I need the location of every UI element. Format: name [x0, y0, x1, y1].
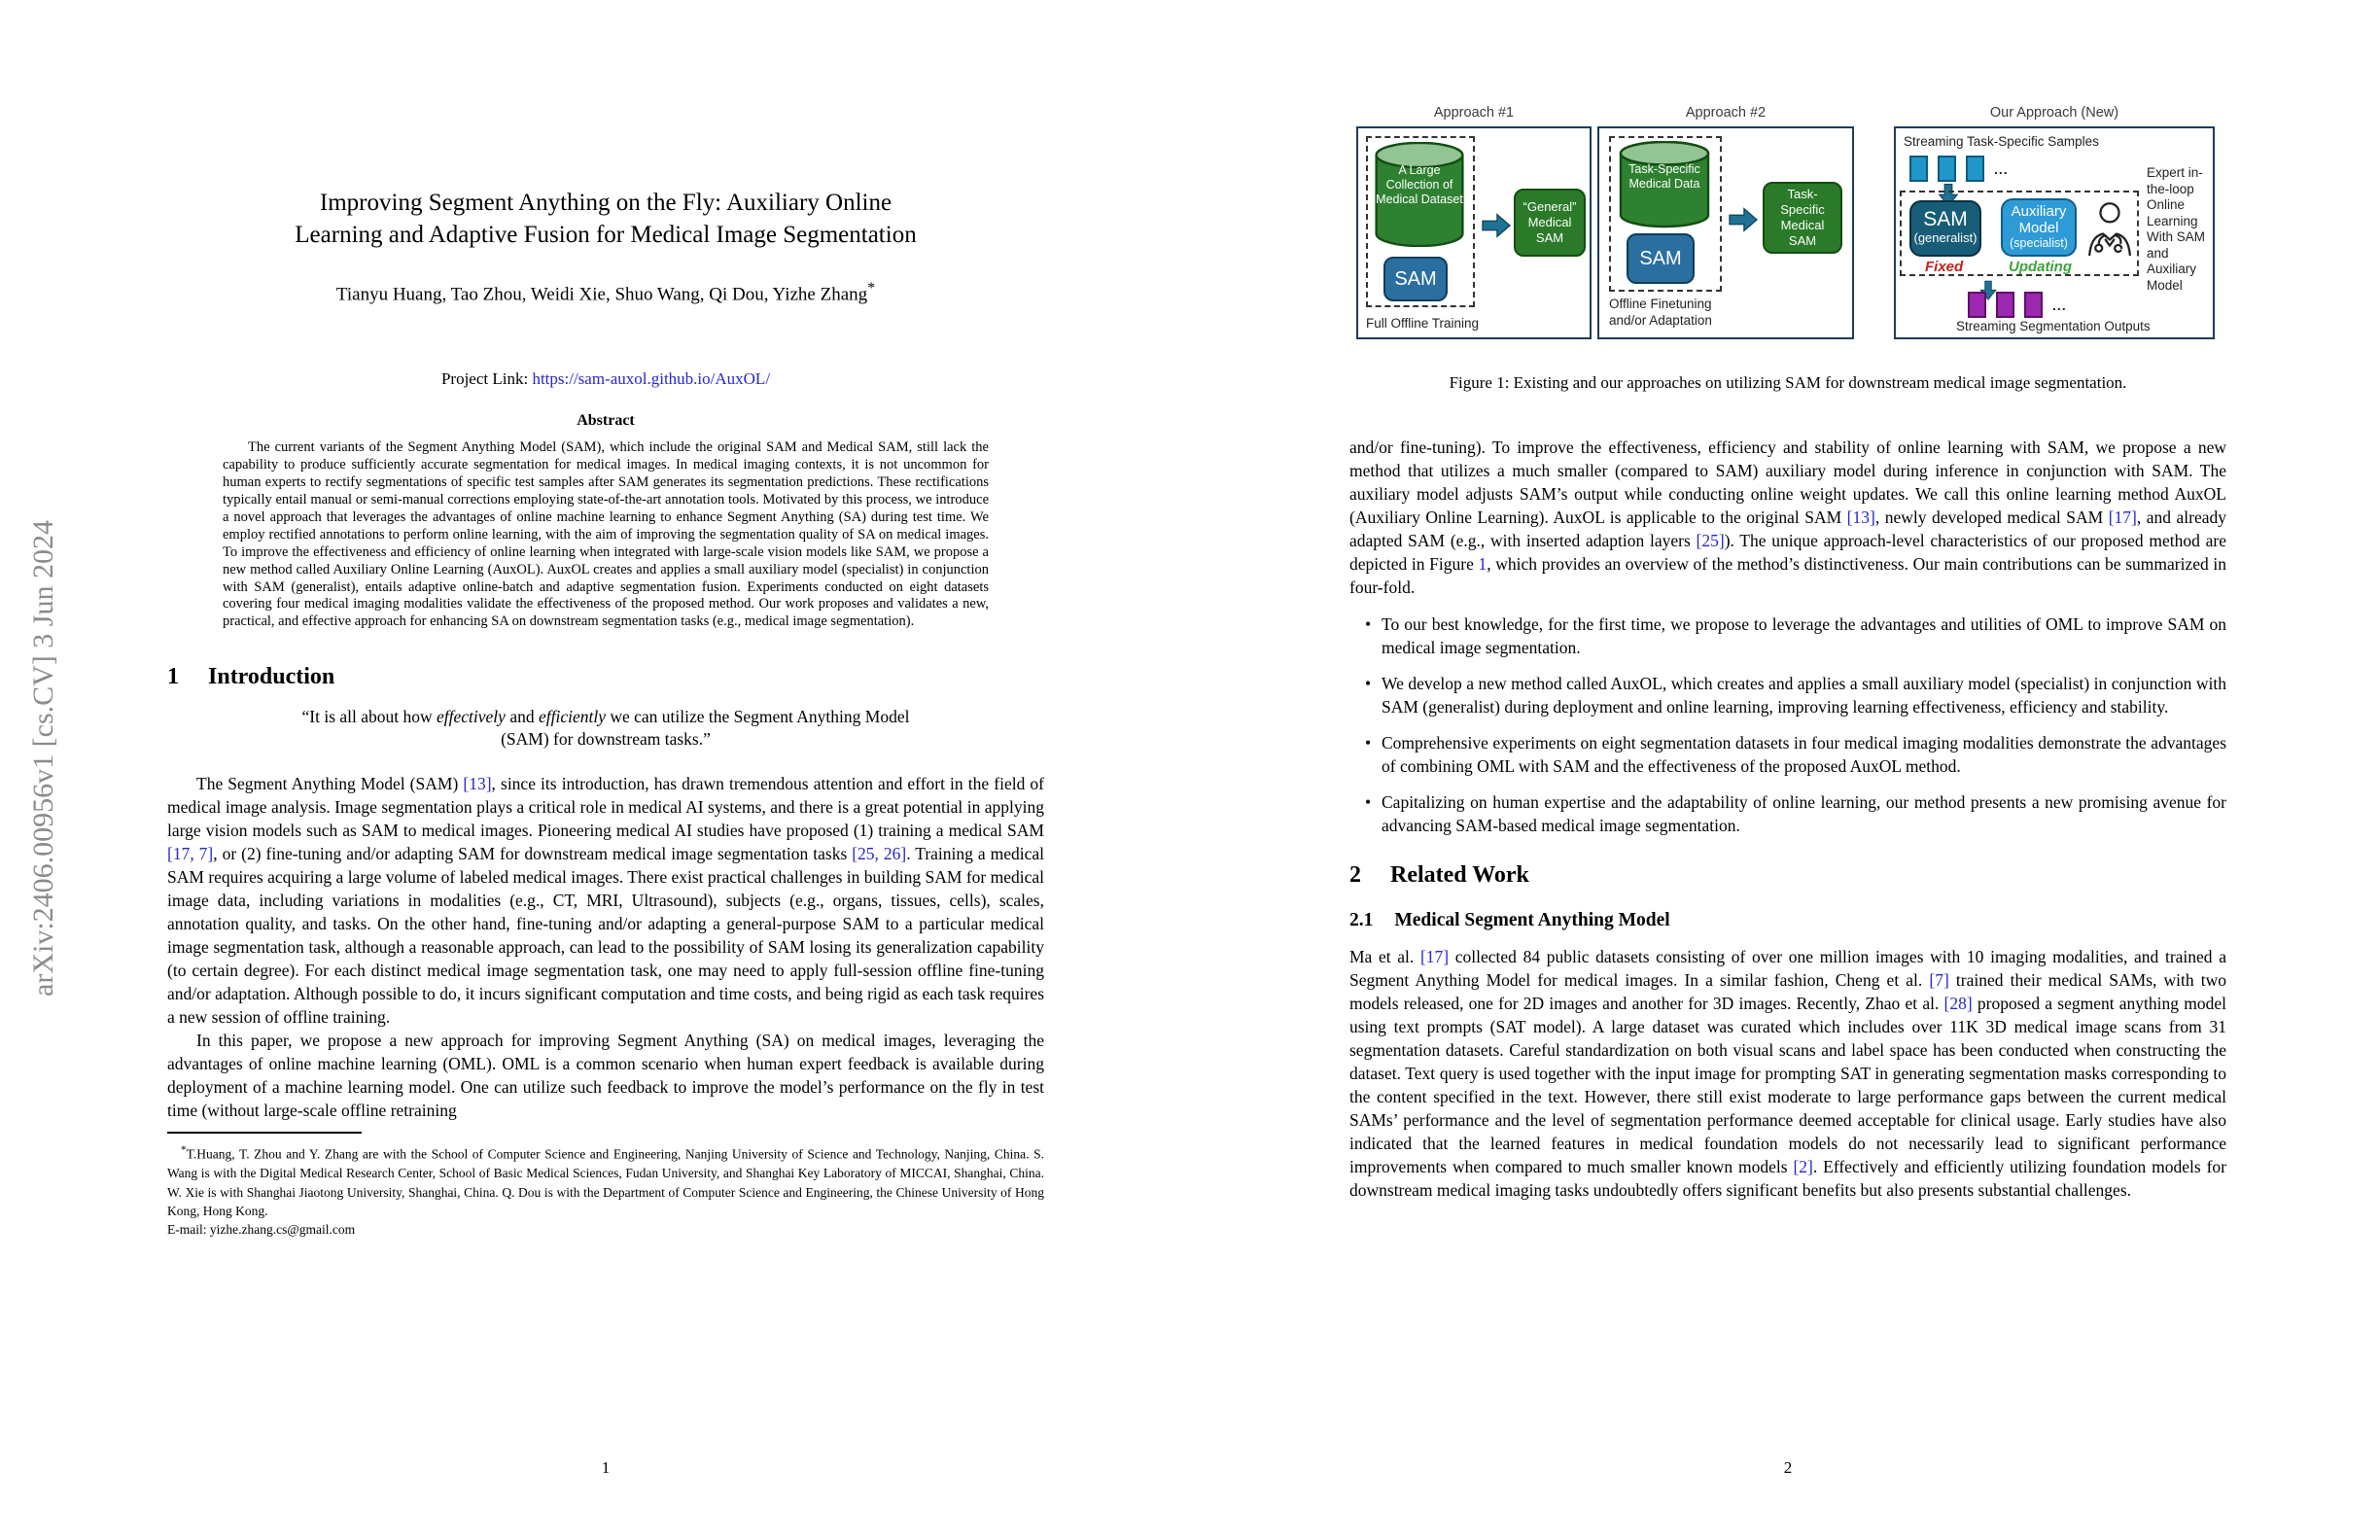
quote-text: “It is all about how: [301, 707, 438, 727]
project-link-label: Project Link:: [440, 369, 533, 389]
section-2-number: 2: [1349, 862, 1361, 888]
figure-panel-approach-2: [1597, 126, 1854, 339]
input-sample-chip: [1938, 156, 1956, 182]
page-2: [1349, 0, 2226, 1477]
citation-link[interactable]: [25, 26]: [852, 844, 907, 864]
task-data-cylinder-label: Task-Specific Medical Data: [1628, 161, 1700, 191]
contribution-item: • Comprehensive experiments on eight segmentation datasets in four medical imaging modalities demonstrate the advantages of combining OML with SAM and the effectiveness of the proposed AuxOL method.: [1349, 731, 2226, 778]
project-link-row: [167, 369, 1044, 389]
author-footnote-mark: *: [867, 280, 876, 297]
citation-link[interactable]: [13]: [463, 774, 492, 794]
streaming-output-chips: [1968, 292, 2067, 318]
section-1-title: Introduction: [208, 664, 335, 690]
citation-link[interactable]: [28]: [1943, 994, 1973, 1013]
panel2-title: Approach #2: [1685, 105, 1767, 121]
page-number-2: 2: [1783, 1458, 1793, 1477]
output-mask-chip: [1996, 292, 2014, 318]
citation-link[interactable]: [13]: [1846, 508, 1875, 527]
ellipsis: ...: [2052, 297, 2067, 313]
quote-italic-1: effectively: [437, 707, 506, 727]
input-sample-chip: [1909, 156, 1928, 182]
input-sample-chip: [1966, 156, 1984, 182]
contribution-item: • To our best knowledge, for the first time, we propose to leverage the advantages and utilities of OML to improve SAM on medical image segmentation.: [1349, 612, 2226, 659]
project-link[interactable]: https://sam-auxol.github.io/AuxOL/: [532, 369, 771, 389]
panel3-title: Our Approach (New): [1989, 105, 2119, 121]
right-arrow-icon: [1728, 206, 1759, 233]
related-work-paragraph: Ma et al. [17] collected 84 public datasets consisting of over one million images with 10 imaging modalities, and trained a Segment Anything Model for medical images. In a similar fashion, Cheng et al. [7] trained their medical SAMs, with two models released, one for 2D images and another for 3D images. Recently, Zhao et al. [28] proposed a segment anything model using text prompts (SAT model). A large dataset was curated which includes over 11K 3D medical image scans from 31 segmentation datasets. Careful standardization on both visual scans and label space has been conducted when constructing the dataset. Text query is used together with the input image for prompting SAT in generating segmentation masks corresponding to the content specified in the text. However, there still exist moderate to large performance gaps between the current medical SAMs’ performance and the level of segmentation performance deemed acceptable for clinical usage. Early studies have also indicated that the learned features in medical foundation models do not necessarily lead to significant performance improvements when compared to much smaller known models [2]. Effectively and efficiently utilizing foundation models for downstream medical imaging tasks undoubtedly offers significant benefits but also presents substantial challenges.: [1349, 947, 2226, 1200]
body-paragraph-continued: and/or fine-tuning). To improve the effectiveness, efficiency and stability of online learning with SAM, we propose a new method that utilizes a much smaller (compared to SAM) auxiliary model during inference in conjunction with SAM. The auxiliary model adjusts SAM’s output while conducting online weight updates. We call this online learning method AuxOL (Auxiliary Online Learning). AuxOL is applicable to the original SAM [13], newly developed medical SAM [17], and already adapted SAM (e.g., with inserted adaption layers [25]). The unique approach-level characteristics of our proposed method are depicted in Figure 1, which provides an overview of the method’s distinctiveness. Our main contributions can be summarized in four-fold.: [1349, 438, 2226, 597]
citation-link[interactable]: [7]: [1929, 970, 1949, 990]
sam-generalist-box: [1909, 200, 1981, 257]
page-number-1: 1: [601, 1458, 611, 1477]
sam-box: SAM: [1383, 257, 1448, 301]
subsection-2-1-number: 2.1: [1349, 910, 1374, 930]
arxiv-watermark: arXiv:2406.00956v1 [cs.CV] 3 Jun 2024: [27, 520, 59, 997]
figure-reference-link[interactable]: 1: [1478, 554, 1488, 574]
paper-title: [167, 0, 1044, 251]
figure-1: [1349, 101, 2226, 342]
footnote-rule: [167, 1132, 362, 1134]
page-1: [167, 0, 1044, 1477]
footnote-email: E-mail: yizhe.zhang.cs@gmail.com: [167, 1222, 356, 1238]
section-2-heading: [1349, 862, 2226, 889]
sam-box: SAM: [1627, 233, 1695, 284]
subsection-2-1-title: Medical Segment Anything Model: [1394, 910, 1670, 930]
task-specific-sam-box: Task-Specific Medical SAM: [1763, 182, 1842, 254]
sam-generalist-sub: (generalist): [1913, 230, 1978, 245]
panel1-title: Approach #1: [1433, 105, 1515, 121]
expert-in-the-loop-note: Expert in-the-loop Online Learning With SAM and Auxiliary Model: [2147, 165, 2206, 293]
citation-link[interactable]: [2]: [1793, 1157, 1813, 1176]
output-mask-chip: [1968, 292, 1986, 318]
task-data-cylinder: [1616, 141, 1713, 228]
doctor-expert-icon: [2084, 200, 2135, 261]
abstract-text: The current variants of the Segment Anything Model (SAM), which include the original SAM and Medical SAM, still lack the capability to produce sufficiently accurate segmentation for medical images. In medical imaging contexts, it is not uncommon for human experts to rectify segmentations of specific test samples after SAM generates its segmentation predictions. These rectifications typically entail manual or semi-manual corrections employing state-of-the-art annotation tools. Motivated by this process, we introduce a novel approach that leverages the advantages of online machine learning to enhance Segment Anything (SA) during test time. We employ rectified annotations to perform online learning, with the aim of improving the segmentation quality of SA on medical images. To improve the effectiveness and efficiency of online learning when integrated with large-scale vision models like SAM, we propose a new method called Auxiliary Online Learning (AuxOL). AuxOL creates and applies a small auxiliary model (specialist) in conjunction with SAM (generalist), entails adaptive online-batch and adaptive segmentation fusion. Experiments conducted on eight datasets covering four medical imaging modalities validate the effectiveness of the proposed method. Our work proposes and validates a new, practical, and effective approach for enhancing SA on downstream segmentation tasks (e.g., medical image segmentation).: [223, 439, 989, 630]
section-2-title: Related Work: [1390, 862, 1529, 888]
updating-status-label: Updating: [2009, 259, 2072, 275]
general-medical-sam-box: “General” Medical SAM: [1514, 189, 1586, 257]
abstract-heading: Abstract: [577, 412, 635, 430]
streaming-input-chips: [1909, 156, 2009, 182]
figure-1-caption: Figure 1: Existing and our approaches on utilizing SAM for downstream medical image segmentation.: [1449, 373, 2127, 392]
quote-text: we can utilize the Segment Anything Model: [605, 707, 910, 727]
intro-quote: [167, 706, 1044, 751]
output-mask-chip: [2024, 292, 2043, 318]
citation-link[interactable]: [17]: [1419, 947, 1450, 966]
quote-italic-2: efficiently: [538, 707, 606, 727]
section-1-number: 1: [167, 664, 179, 690]
quote-text-line2: (SAM) for downstream tasks.”: [501, 729, 711, 750]
subsection-2-1-heading: [1349, 910, 2226, 931]
streaming-input-label: Streaming Task-Specific Samples: [1904, 134, 2099, 149]
panel2-footer-label: Offline Finetuning and/or Adaptation: [1609, 297, 1712, 328]
contribution-item: • Capitalizing on human expertise and the adaptability of online learning, our method presents a new promising avenue for advancing SAM-based medical image segmentation.: [1349, 790, 2226, 837]
figure-panel-our-approach: [1894, 126, 2215, 339]
quote-text: and: [505, 707, 539, 727]
author-list: [167, 280, 1044, 305]
paper-title-line2: Learning and Adaptive Fusion for Medical Image Segmentation: [295, 222, 917, 248]
citation-link[interactable]: [17]: [2108, 508, 2137, 527]
right-arrow-icon: [1481, 212, 1512, 239]
footnote-body: T.Huang, T. Zhou and Y. Zhang are with the School of Computer Science and Engineering, Nanjing University of Science and Technology, Nanjing, China. S. Wang is with the Digital Medical Research Center, School of Basic Medical Sciences, Fudan University, and Shanghai Key Laboratory of MICCAI, Shanghai, China. W. Xie is with Shanghai Jiaotong University, Shanghai, China. Q. Dou is with the Department of Computer Science and Engineering, the Chinese University of Hong Kong, Hong Kong.: [167, 1146, 1044, 1219]
contributions-list: [1349, 612, 2226, 837]
panel1-footer-label: Full Offline Training: [1366, 316, 1480, 331]
author-names: Tianyu Huang, Tao Zhou, Weidi Xie, Shuo Wang, Qi Dou, Yizhe Zhang: [335, 284, 868, 305]
footnote-mark: *: [181, 1144, 187, 1157]
fixed-status-label: Fixed: [1925, 259, 1964, 275]
paper-title-line1: Improving Segment Anything on the Fly: Auxiliary Online: [319, 190, 892, 216]
ellipsis: ...: [1994, 160, 2009, 177]
intro-paragraph-2: In this paper, we propose a new approach for improving Segment Anything (SA) on medical images, leveraging the advantages of online machine learning (OML). OML is a common scenario when human expert feedback is available during deployment of a machine learning model. One can utilize such feedback to improve the model’s performance on the fly in test time (without large-scale offline retraining: [167, 1031, 1044, 1121]
footnote-text: [167, 1141, 1044, 1220]
section-1-heading: [167, 664, 1044, 690]
auxiliary-model-sub: (specialist): [2010, 236, 2068, 250]
sam-generalist-label: SAM: [1923, 208, 1968, 230]
dataset-cylinder: [1372, 142, 1467, 247]
auxiliary-model-label: Auxiliary Model: [2011, 203, 2067, 236]
citation-link[interactable]: [17, 7]: [167, 844, 214, 864]
contribution-item: • We develop a new method called AuxOL, which creates and applies a small auxiliary model (specialist) in conjunction with SAM (generalist) during deployment and online learning, improving learning effectiveness, efficiency and stability.: [1349, 672, 2226, 718]
streaming-output-label: Streaming Segmentation Outputs: [1956, 319, 2151, 333]
auxiliary-model-box: [2001, 198, 2077, 257]
dataset-cylinder-label: A Large Collection of Medical Dataset: [1376, 162, 1463, 206]
citation-link[interactable]: [25]: [1696, 531, 1725, 550]
figure-panel-approach-1: [1356, 126, 1592, 339]
intro-paragraph-1: The Segment Anything Model (SAM) [13], since its introduction, has drawn tremendous attention and effort in the field of medical image analysis. Image segmentation plays a critical role in medical AI systems, and there is a great potential in applying large vision models such as SAM to medical images. Pioneering medical AI studies have proposed (1) training a medical SAM [17, 7], or (2) fine-tuning and/or adapting SAM for downstream medical image segmentation tasks [25, 26]. Training a medical SAM requires acquiring a large volume of labeled medical images. There exist practical challenges in building SAM for medical image data, including variations in modalities (e.g., CT, MRI, Ultrasound), subjects (e.g., organs, tissues, cells), scales, annotation quality, and tasks. On the other hand, fine-tuning and/or adapting a general-purpose SAM to a particular medical image segmentation task, although a reasonable approach, can lead to the possibility of SAM losing its generalization capability (to certain degree). For each distinct medical image segmentation task, one may need to apply full-session offline fine-tuning and/or adaptation. Although possible to do, it incurs significant computation and time costs, and being rigid as each task requires a new session of offline training.: [167, 774, 1044, 1028]
